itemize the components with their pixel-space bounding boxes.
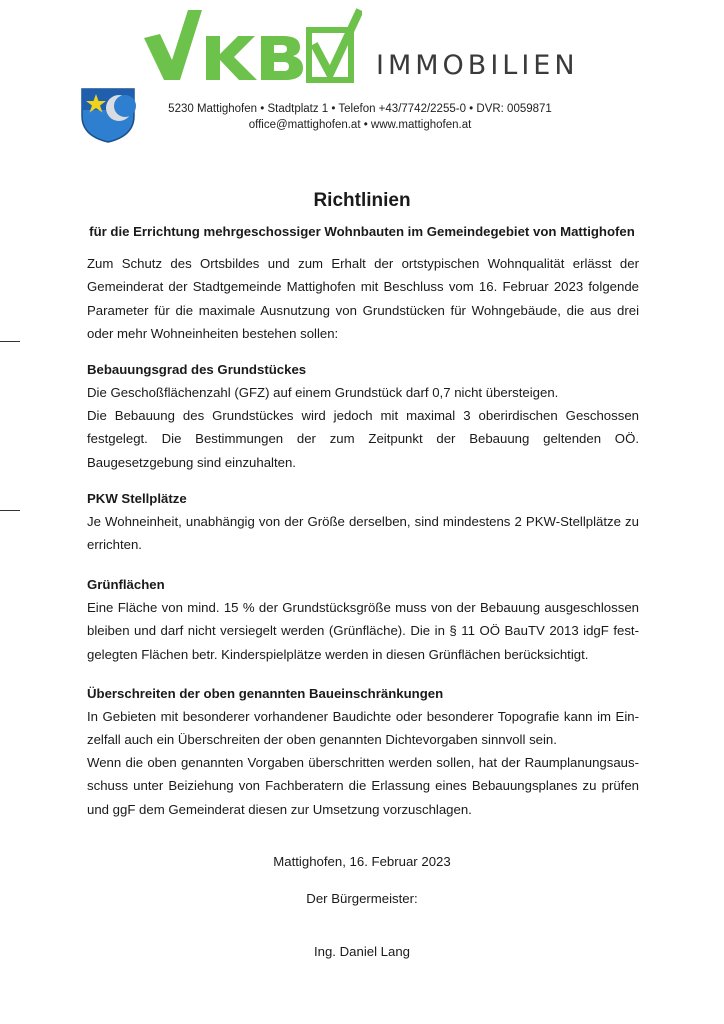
section-paragraph: Je Wohneinheit, unabhängig von der Größe derselben, sind mindestens 2 PKW-Stellplätze zu errichten. <box>87 514 639 553</box>
intro-paragraph: Zum Schutz des Ortsbildes und zum Erhalt der ortstypischen Wohnqualität erlässt der Gemeinderat der Stadtgemeinde Mattighofen mit Beschluss vom 16. Februar 2023 folgende Parameter für die maximale Ausnutzung von Grundstücken für Wohngebäude, die aus drei oder mehr Wohneinheiten bestehen sollen: <box>87 256 639 341</box>
contact-address-line: 5230 Mattighofen • Stadtplatz 1 • Telefon +43/7742/2255-0 • DVR: 0059871 <box>168 103 552 115</box>
signatory-role: Der Bürgermeister: <box>306 891 418 906</box>
section-heading: Bebauungsgrad des Grundstückes <box>87 362 307 377</box>
section-heading: Grünflächen <box>87 577 165 592</box>
fold-mark <box>0 341 20 342</box>
section-paragraph: Die Bebauung des Grundstückes wird jedoch mit maximal 3 oberirdischen Geschossen festgelegt. Die Bestimmungen der zum Zeitpunkt der Bebauung geltenden OÖ. Baugesetzgebung sind einzuhalten. <box>87 408 639 470</box>
document-subtitle: für die Errichtung mehrgeschossiger Wohnbauten im Gemeindegebiet von Mattighofen <box>89 224 635 239</box>
contact-info <box>150 101 570 133</box>
document-title: Richtlinien <box>313 190 411 211</box>
section-paragraph: Wenn die oben genannten Vorgaben überschritten werden sollen, hat der Raumplanungsausschuss unter Beiziehung von Fachberatern die Erlassung eines Bebauungsplanes zu prüfen und ggF dem Gemeinderat diesen zur Umsetzung vorzuschlagen. <box>87 755 639 817</box>
fold-mark <box>0 510 20 511</box>
section-heading: PKW Stellplätze <box>87 491 187 506</box>
place-date: Mattighofen, 16. Februar 2023 <box>273 854 451 869</box>
signatory-name: Ing. Daniel Lang <box>313 944 411 959</box>
section-paragraph: Die Geschoßflächenzahl (GFZ) auf einem Grundstück darf 0,7 nicht übersteigen. <box>87 385 559 400</box>
section-heading: Überschreiten der oben genannten Baueinschränkungen <box>87 686 444 701</box>
brand-suffix: IMMOBILIEN <box>376 50 579 81</box>
section-paragraph: In Gebieten mit besonderer vorhandener Baudichte oder besonderer Topografie kann im Einzelfall auch ein Überschreiten der oben genannten Dichtevorgaben sinnvoll sein. <box>87 709 639 748</box>
coat-of-arms-icon <box>79 86 137 144</box>
contact-web-line: office@mattighofen.at • www.mattighofen.at <box>248 119 472 131</box>
vkb-logo <box>142 8 362 86</box>
section-paragraph: Eine Fläche von mind. 15 % der Grundstücksgröße muss von der Bebauung ausgeschlossen bleiben und darf nicht versiegelt werden (Grünfläche). Die in § 11 OÖ BauTV 2013 idgF festgelegten Flächen betr. Kinderspielplätze werden in diesen Grünflächen berücksichtigt. <box>87 600 639 662</box>
